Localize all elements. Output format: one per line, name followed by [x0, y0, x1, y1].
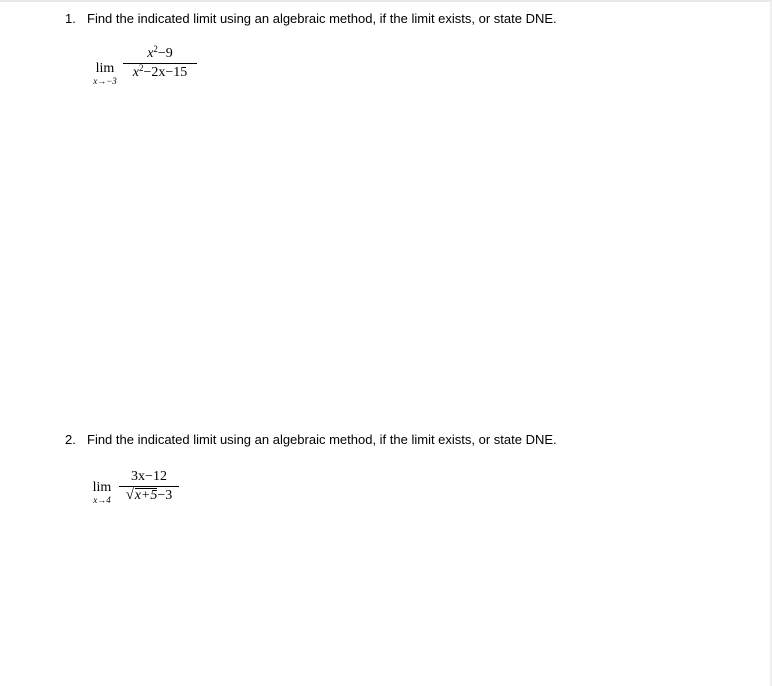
- question-2-numerator: 3x−12: [131, 469, 167, 484]
- question-1-denominator: [123, 65, 197, 81]
- question-2-square-root: [126, 488, 158, 504]
- question-2-fraction: [119, 469, 179, 504]
- question-2-lim-subscript: x→4: [93, 495, 111, 505]
- question-2-prompt: [65, 432, 557, 448]
- question-1-denominator-base: x: [132, 65, 139, 80]
- page-top-edge: [0, 0, 772, 2]
- question-1-denominator-rest: −2x−15: [143, 65, 188, 80]
- question-1-numerator-rest: −9: [157, 46, 173, 61]
- question-2-denominator: [119, 488, 179, 504]
- question-1-lim: [88, 62, 122, 86]
- question-2-number: 2.: [65, 432, 76, 447]
- question-2-lim: [88, 481, 116, 505]
- question-1-numerator: [123, 46, 197, 62]
- question-1-denominator-exponent: 2: [138, 63, 144, 73]
- question-1-number: 1.: [65, 11, 76, 26]
- question-1-lim-operator: lim: [95, 61, 115, 76]
- question-1-fraction-bar: [123, 63, 197, 64]
- question-1-numerator-exponent: 2: [153, 44, 158, 54]
- question-1-lim-subscript: x→−3: [93, 76, 117, 86]
- question-2-radicand: x+5: [134, 488, 158, 503]
- radical-sign-icon: √: [125, 487, 134, 503]
- question-1-text: Find the indicated limit using an algebraic method, if the limit exists, or state DNE.: [87, 11, 557, 26]
- question-2-lim-operator: lim: [92, 480, 112, 495]
- question-2-text: Find the indicated limit using an algebraic method, if the limit exists, or state DNE.: [87, 432, 557, 447]
- question-1-fraction: [123, 46, 197, 81]
- question-2-denominator-rest: −3: [157, 488, 173, 503]
- question-1-numerator-base: x: [147, 46, 154, 61]
- question-1-prompt: [65, 11, 557, 27]
